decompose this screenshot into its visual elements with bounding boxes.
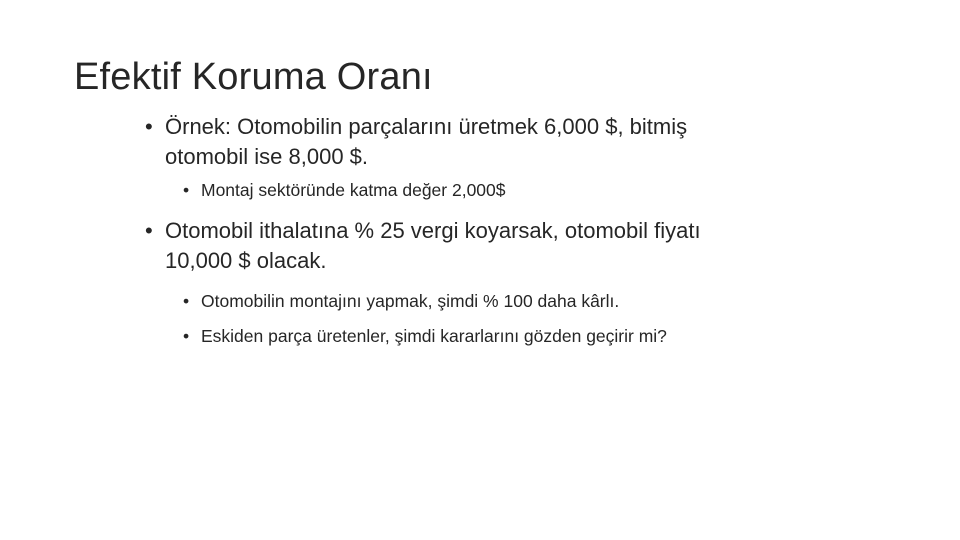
bullet-dot: • <box>183 180 190 200</box>
bullet-dot: • <box>145 114 153 139</box>
bullet-point-2-line-1: Otomobil ithalatına % 25 vergi koyarsak, otomobil fiyatı <box>165 218 701 243</box>
bullet-dot: • <box>145 218 153 243</box>
bullet-dot: • <box>183 291 190 311</box>
bullet-point-1 <box>145 112 845 172</box>
bullet-point-1-line-1: Örnek: Otomobilin parçalarını üretmek 6,000 $, bitmiş <box>165 114 688 139</box>
sub-bullet-2-2-text: Eskiden parça üretenler, şimdi kararlarını gözden geçirir mi? <box>201 326 667 346</box>
sub-bullet-1-1-text: Montaj sektöründe katma değer 2,000$ <box>201 180 506 200</box>
bullet-point-2-line-2: 10,000 $ olacak. <box>165 248 327 273</box>
sub-bullet-1-1 <box>183 178 845 202</box>
bullet-point-2 <box>145 216 845 276</box>
sub-bullet-2-1 <box>183 289 845 313</box>
slide-content <box>145 112 845 348</box>
bullet-dot: • <box>183 326 190 346</box>
sub-bullet-2-1-text: Otomobilin montajını yapmak, şimdi % 100 daha kârlı. <box>201 291 620 311</box>
bullet-point-1-line-2: otomobil ise 8,000 $. <box>165 144 369 169</box>
slide-title: Efektif Koruma Oranı <box>74 56 433 98</box>
sub-bullet-2-2 <box>183 324 845 348</box>
